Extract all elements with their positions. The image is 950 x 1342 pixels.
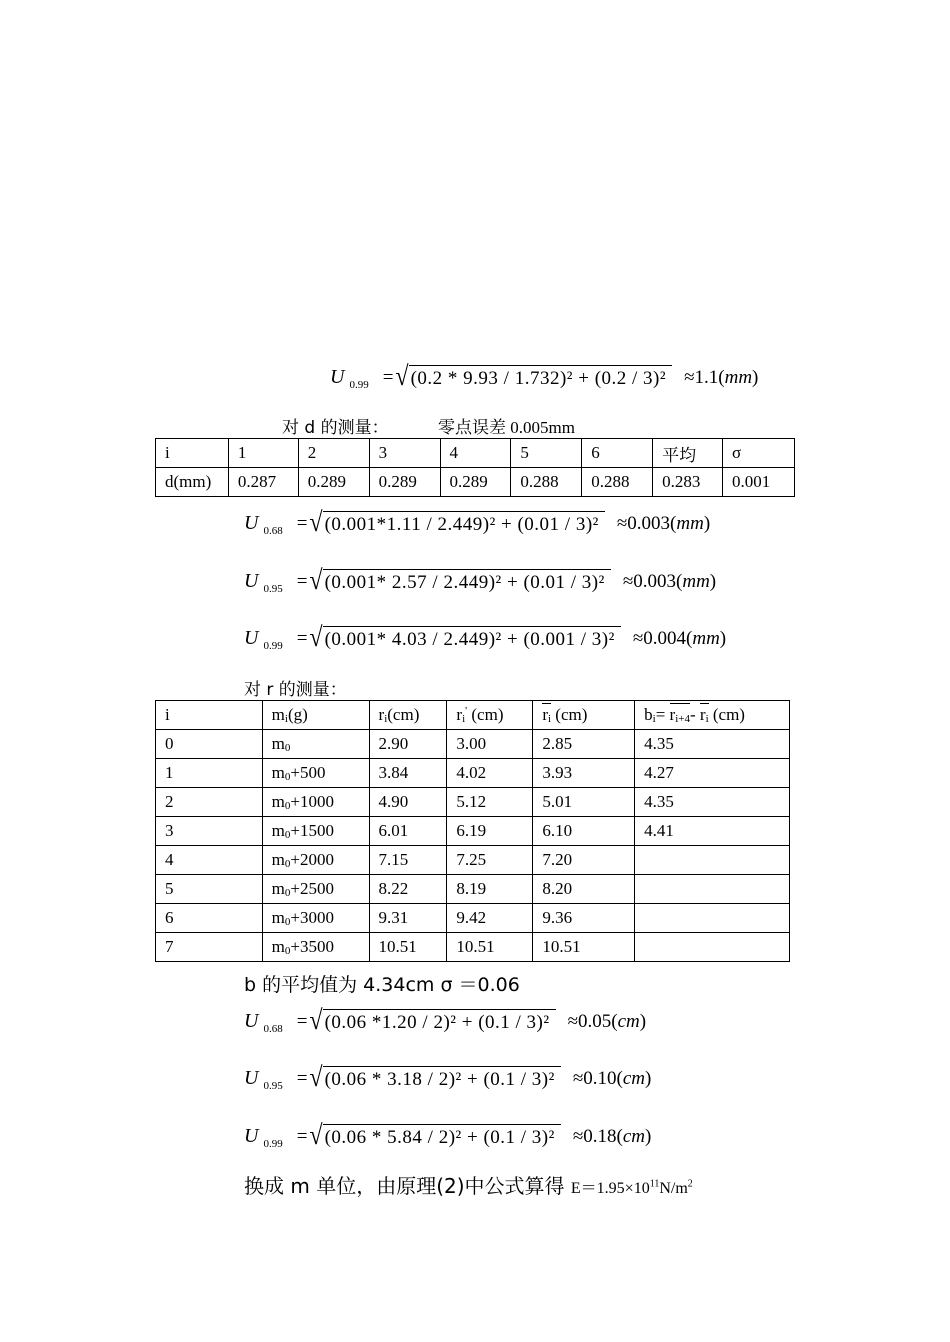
- r-cell-r-prime: 5.12: [447, 788, 533, 817]
- b-summary: [244, 970, 520, 997]
- r-cell-b: 4.35: [635, 730, 790, 759]
- b-summary-text: b 的平均值为 4.34cm σ ＝0.06: [244, 974, 520, 996]
- formula-close: ): [752, 366, 759, 388]
- r-header-r-prime: $r_i'$ (cm): [447, 701, 533, 730]
- formula-close: ): [645, 1067, 652, 1089]
- formula-approx: ≈0.003(: [622, 570, 683, 592]
- zero-error-text: 零点误差 0.005mm: [438, 418, 575, 437]
- sqrt-icon: √: [309, 507, 323, 538]
- formula-symbol: U: [244, 1125, 259, 1147]
- r-table-row: [156, 759, 790, 788]
- r-cell-m: $m_0+1000$: [262, 788, 369, 817]
- formula-equals: =: [296, 627, 308, 649]
- formula-unit: cm: [622, 1067, 645, 1089]
- formula-approx: ≈1.1(: [684, 366, 725, 388]
- formula-unit: cm: [622, 1125, 645, 1147]
- formula-subscript: 0.99: [263, 639, 283, 652]
- r-cell-r-avg: 8.20: [533, 875, 635, 904]
- formula-subscript: 0.99: [263, 1137, 283, 1150]
- formula-close: ): [703, 512, 711, 534]
- r-cell-m: $m_0$: [262, 730, 369, 759]
- formula-symbol: U: [244, 1067, 259, 1089]
- d-table: [155, 438, 795, 497]
- r-table-row: [156, 933, 790, 962]
- formula-close: ): [709, 570, 717, 592]
- d-cell: 0.288: [582, 468, 653, 497]
- r-cell-i: 2: [156, 788, 263, 817]
- youngs-modulus-value: $E=1.95\times 10^{11}N/m^2$: [570, 1178, 693, 1197]
- r-cell-r: 10.51: [369, 933, 447, 962]
- formula-radicand: (0.06 * 3.18 / 2)² + (0.1 / 3)²: [323, 1066, 561, 1091]
- r-cell-r-prime: 4.02: [447, 759, 533, 788]
- formula-d-u068: [244, 507, 711, 538]
- formula-unit: mm: [692, 627, 720, 649]
- r-table-row: [156, 817, 790, 846]
- d-header-cell: 5: [511, 439, 582, 468]
- d-header-cell: 2: [298, 439, 369, 468]
- r-cell-r: 2.90: [369, 730, 447, 759]
- d-table-row: [156, 468, 795, 497]
- d-header-cell: 4: [440, 439, 511, 468]
- r-heading-text: 对 r 的测量：: [244, 680, 347, 700]
- r-cell-r-avg: 3.93: [533, 759, 635, 788]
- r-cell-b: [635, 933, 790, 962]
- r-cell-i: 1: [156, 759, 263, 788]
- d-heading: [282, 413, 389, 438]
- r-table-row: [156, 875, 790, 904]
- r-cell-r-avg: 10.51: [533, 933, 635, 962]
- r-cell-r-avg: 7.20: [533, 846, 635, 875]
- r-cell-i: 7: [156, 933, 263, 962]
- r-cell-r-avg: 9.36: [533, 904, 635, 933]
- formula-subscript: 0.99: [349, 378, 369, 391]
- r-cell-m: $m_0+1500$: [262, 817, 369, 846]
- formula-approx: ≈0.003(: [616, 512, 677, 534]
- formula-radicand: (0.06 *1.20 / 2)² + (0.1 / 3)²: [323, 1009, 556, 1034]
- r-cell-r-prime: 10.51: [447, 933, 533, 962]
- r-cell-r: 9.31: [369, 904, 447, 933]
- r-cell-b: 4.41: [635, 817, 790, 846]
- formula-radicand: (0.001* 2.57 / 2.449)² + (0.01 / 3)²: [323, 569, 611, 594]
- r-cell-m: $m_0+2500$: [262, 875, 369, 904]
- formula-b-u068: [244, 1005, 647, 1036]
- r-cell-r-prime: 7.25: [447, 846, 533, 875]
- r-cell-r: 6.01: [369, 817, 447, 846]
- d-heading-text: 对 d 的测量：: [282, 418, 389, 438]
- formula-subscript: 0.68: [263, 524, 283, 537]
- formula-u099-top: [330, 361, 759, 392]
- sqrt-icon: √: [395, 361, 409, 392]
- r-table-row: [156, 788, 790, 817]
- r-cell-b: [635, 846, 790, 875]
- d-header-cell: 3: [369, 439, 440, 468]
- d-cell: d(mm): [156, 468, 229, 497]
- d-header-cell: i: [156, 439, 229, 468]
- formula-close: ): [645, 1125, 652, 1147]
- r-cell-b: 4.27: [635, 759, 790, 788]
- sqrt-icon: √: [309, 1120, 323, 1151]
- formula-d-u099: [244, 622, 727, 653]
- r-table-row: [156, 904, 790, 933]
- formula-equals: =: [296, 512, 308, 534]
- formula-unit: mm: [682, 570, 710, 592]
- formula-close: ): [719, 627, 727, 649]
- formula-equals: =: [382, 366, 394, 388]
- formula-radicand: (0.2 * 9.93 / 1.732)² + (0.2 / 3)²: [409, 365, 672, 390]
- r-header-m: $m_i(g)$: [262, 701, 369, 730]
- r-cell-i: 4: [156, 846, 263, 875]
- formula-b-u099: [244, 1120, 652, 1151]
- r-cell-r-avg: 6.10: [533, 817, 635, 846]
- r-cell-r-prime: 8.19: [447, 875, 533, 904]
- r-cell-m: $m_0+3500$: [262, 933, 369, 962]
- d-header-cell: 6: [582, 439, 653, 468]
- formula-symbol: U: [244, 1010, 259, 1032]
- formula-equals: =: [296, 1010, 308, 1032]
- r-cell-m: $m_0+2000$: [262, 846, 369, 875]
- r-cell-m: $m_0+500$: [262, 759, 369, 788]
- zero-error: [438, 413, 575, 438]
- r-cell-r: 4.90: [369, 788, 447, 817]
- formula-unit: mm: [676, 512, 704, 534]
- formula-approx: ≈0.10(: [572, 1067, 623, 1089]
- r-cell-i: 0: [156, 730, 263, 759]
- formula-approx: ≈0.05(: [567, 1010, 618, 1032]
- formula-symbol: U: [244, 570, 259, 592]
- formula-subscript: 0.95: [263, 582, 283, 595]
- r-heading: [244, 675, 347, 700]
- formula-equals: =: [296, 1067, 308, 1089]
- r-cell-i: 5: [156, 875, 263, 904]
- d-cell: 0.283: [653, 468, 723, 497]
- conclusion-text: 换成 m 单位，由原理(2)中公式算得: [244, 1174, 571, 1198]
- formula-unit: mm: [724, 366, 753, 388]
- r-cell-m: $m_0+3000$: [262, 904, 369, 933]
- sqrt-icon: √: [309, 622, 323, 653]
- formula-approx: ≈0.18(: [572, 1125, 623, 1147]
- conclusion: [244, 1170, 693, 1199]
- formula-b-u095: [244, 1062, 652, 1093]
- formula-subscript: 0.95: [263, 1079, 283, 1092]
- sqrt-icon: √: [309, 1062, 323, 1093]
- formula-d-u095: [244, 565, 717, 596]
- r-cell-b: [635, 904, 790, 933]
- r-cell-r-prime: 3.00: [447, 730, 533, 759]
- r-cell-b: 4.35: [635, 788, 790, 817]
- formula-radicand: (0.001* 4.03 / 2.449)² + (0.001 / 3)²: [323, 626, 621, 651]
- formula-symbol: U: [244, 512, 259, 534]
- d-cell: 0.289: [369, 468, 440, 497]
- formula-close: ): [639, 1010, 647, 1032]
- d-cell: 0.001: [723, 468, 795, 497]
- r-cell-i: 6: [156, 904, 263, 933]
- formula-subscript: 0.68: [263, 1022, 283, 1035]
- formula-unit: cm: [617, 1010, 640, 1032]
- d-cell: 0.288: [511, 468, 582, 497]
- d-cell: 0.287: [228, 468, 298, 497]
- d-header-cell: 1: [228, 439, 298, 468]
- r-header-b: $b_i= r_{i+4}-$ $r_i$ (cm): [635, 701, 790, 730]
- r-cell-b: [635, 875, 790, 904]
- formula-radicand: (0.06 * 5.84 / 2)² + (0.1 / 3)²: [323, 1124, 561, 1149]
- r-header-r-avg: $r_i$ (cm): [533, 701, 635, 730]
- d-cell: 0.289: [440, 468, 511, 497]
- formula-radicand: (0.001*1.11 / 2.449)² + (0.01 / 3)²: [323, 511, 605, 536]
- r-cell-r-prime: 6.19: [447, 817, 533, 846]
- formula-approx: ≈0.004(: [632, 627, 693, 649]
- r-table: [155, 700, 790, 962]
- formula-symbol: U: [244, 627, 259, 649]
- r-cell-r-prime: 9.42: [447, 904, 533, 933]
- r-cell-r-avg: 5.01: [533, 788, 635, 817]
- r-header-r: $r_i(cm)$: [369, 701, 447, 730]
- r-table-row: [156, 846, 790, 875]
- r-table-row: [156, 730, 790, 759]
- sqrt-icon: √: [309, 565, 323, 596]
- formula-equals: =: [296, 1125, 308, 1147]
- d-header-cell: 平均: [653, 439, 723, 468]
- r-header-i: i: [156, 701, 263, 730]
- r-table-header-row: [156, 701, 790, 730]
- r-cell-r: 3.84: [369, 759, 447, 788]
- r-cell-i: 3: [156, 817, 263, 846]
- r-cell-r: 7.15: [369, 846, 447, 875]
- formula-equals: =: [296, 570, 308, 592]
- sqrt-icon: √: [309, 1005, 323, 1036]
- d-header-cell: σ: [723, 439, 795, 468]
- formula-symbol: U: [330, 366, 345, 388]
- d-cell: 0.289: [298, 468, 369, 497]
- d-table-header-row: [156, 439, 795, 468]
- r-cell-r-avg: 2.85: [533, 730, 635, 759]
- r-cell-r: 8.22: [369, 875, 447, 904]
